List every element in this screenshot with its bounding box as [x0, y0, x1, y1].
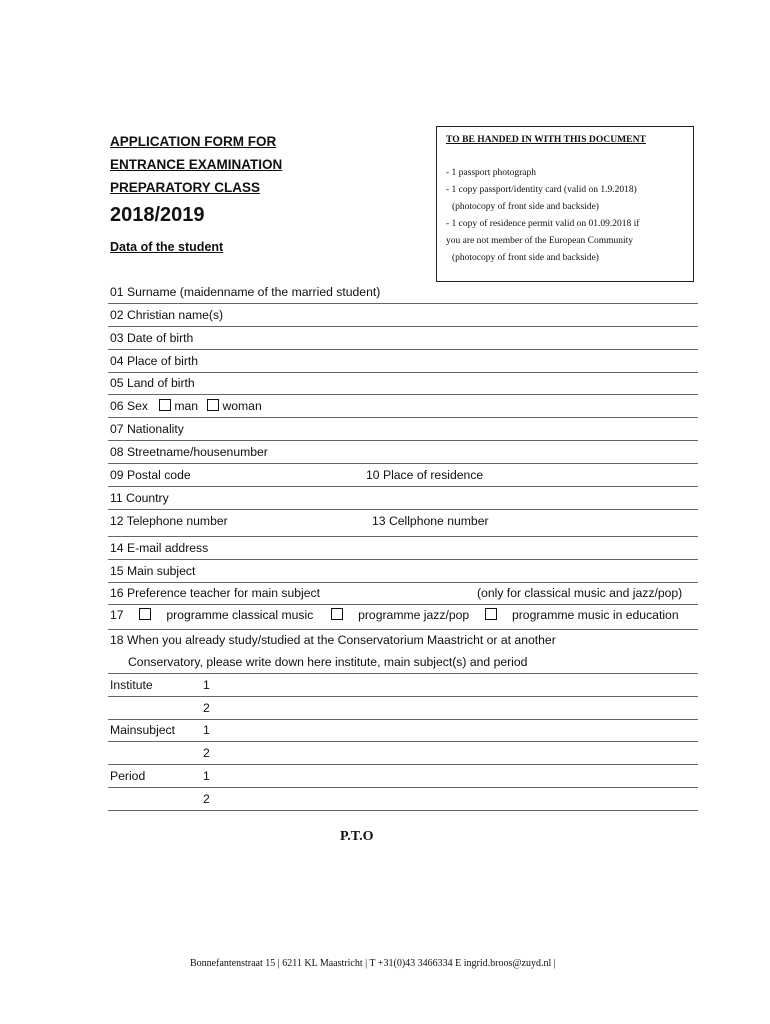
box-line: - 1 copy passport/identity card (valid on 1.9.2018)	[446, 185, 637, 195]
field-label: 16 Preference teacher for main subject	[110, 586, 321, 600]
field-label: 06 Sex	[110, 399, 148, 413]
required-documents-box	[436, 126, 694, 282]
programme-field	[108, 605, 698, 630]
classical-checkbox[interactable]	[139, 608, 151, 620]
field-label: 14 E-mail address	[110, 541, 209, 555]
woman-checkbox[interactable]	[207, 399, 219, 411]
man-label: man	[174, 399, 199, 413]
street-field[interactable]	[108, 441, 698, 464]
mainsubject-label: Mainsubject	[110, 723, 176, 737]
man-checkbox[interactable]	[159, 399, 171, 411]
period-row-2[interactable]	[108, 788, 698, 811]
institute-row-2[interactable]	[108, 697, 698, 720]
field-label: 09 Postal code	[110, 468, 191, 482]
previous-study-question-cont	[108, 651, 698, 674]
land-of-birth-field[interactable]	[108, 372, 698, 395]
jazz-pop-label: programme jazz/pop	[358, 608, 470, 622]
nationality-field[interactable]	[108, 418, 698, 441]
field-label: Conservatory, please write down here institute, main subject(s) and period	[128, 655, 528, 669]
classical-label: programme classical music	[166, 608, 314, 622]
form-title-line1: APPLICATION FORM FOR	[110, 134, 277, 149]
country-field[interactable]	[108, 487, 698, 510]
mainsubject-row-2[interactable]	[108, 742, 698, 765]
previous-study-question	[108, 629, 698, 651]
place-of-birth-field[interactable]	[108, 350, 698, 373]
email-field[interactable]	[108, 537, 698, 560]
field-label: 01 Surname (maidenname of the married student)	[110, 285, 381, 299]
box-line: (photocopy of front side and backside)	[452, 253, 599, 263]
box-line: (photocopy of front side and backside)	[452, 202, 599, 212]
field-label: 18 When you already study/studied at the Conservatorium Maastricht or at another	[110, 633, 556, 647]
field-label: 13 Cellphone number	[372, 514, 489, 528]
music-education-checkbox[interactable]	[485, 608, 497, 620]
field-label: 17	[110, 608, 124, 622]
telephone-field[interactable]	[108, 510, 698, 537]
box-line: - 1 passport photograph	[446, 168, 536, 178]
institute-row-1[interactable]	[108, 674, 698, 697]
field-note: (only for classical music and jazz/pop)	[477, 586, 683, 600]
field-label: 15 Main subject	[110, 564, 196, 578]
section-subtitle: Data of the student	[110, 240, 224, 254]
field-label: 03 Date of birth	[110, 331, 194, 345]
surname-field[interactable]	[108, 281, 698, 304]
music-education-label: programme music in education	[511, 608, 679, 622]
period-row-1[interactable]	[108, 765, 698, 788]
field-label: 07 Nationality	[110, 422, 184, 436]
field-label: 05 Land of birth	[110, 376, 195, 390]
row-number: 1	[203, 769, 210, 783]
field-label: 11 Country	[110, 491, 169, 505]
row-number: 2	[203, 746, 210, 760]
please-turn-over: P.T.O	[340, 829, 374, 844]
preference-teacher-field[interactable]	[108, 582, 698, 605]
field-label: 02 Christian name(s)	[110, 308, 224, 322]
jazz-pop-checkbox[interactable]	[331, 608, 343, 620]
mainsubject-row-1[interactable]	[108, 719, 698, 742]
box-line: - 1 copy of residence permit valid on 01.09.2018 if	[446, 219, 640, 229]
woman-label: woman	[222, 399, 262, 413]
row-number: 1	[203, 678, 210, 692]
period-label: Period	[110, 769, 146, 783]
field-label: 12 Telephone number	[110, 514, 228, 528]
row-number: 1	[203, 723, 210, 737]
date-of-birth-field[interactable]	[108, 327, 698, 350]
footer-address: Bonnefantenstraat 15 | 6211 KL Maastricht | T +31(0)43 3466334 E ingrid.broos@zuyd.nl |	[190, 958, 556, 969]
form-title-line2: ENTRANCE EXAMINATION	[110, 157, 283, 172]
institute-label: Institute	[110, 678, 153, 692]
row-number: 2	[203, 792, 210, 806]
sex-field	[108, 395, 698, 418]
box-line: you are not member of the European Community	[446, 236, 634, 246]
field-label: 10 Place of residence	[366, 468, 484, 482]
form-title-line3: PREPARATORY CLASS	[110, 180, 261, 195]
box-title: TO BE HANDED IN WITH THIS DOCUMENT	[446, 134, 646, 145]
row-number: 2	[203, 701, 210, 715]
main-subject-field[interactable]	[108, 560, 698, 583]
postal-code-residence-field[interactable]	[108, 464, 698, 487]
field-label: 04 Place of birth	[110, 354, 199, 368]
christian-names-field[interactable]	[108, 304, 698, 327]
field-label: 08 Streetname/housenumber	[110, 445, 268, 459]
academic-year: 2018/2019	[110, 204, 205, 226]
